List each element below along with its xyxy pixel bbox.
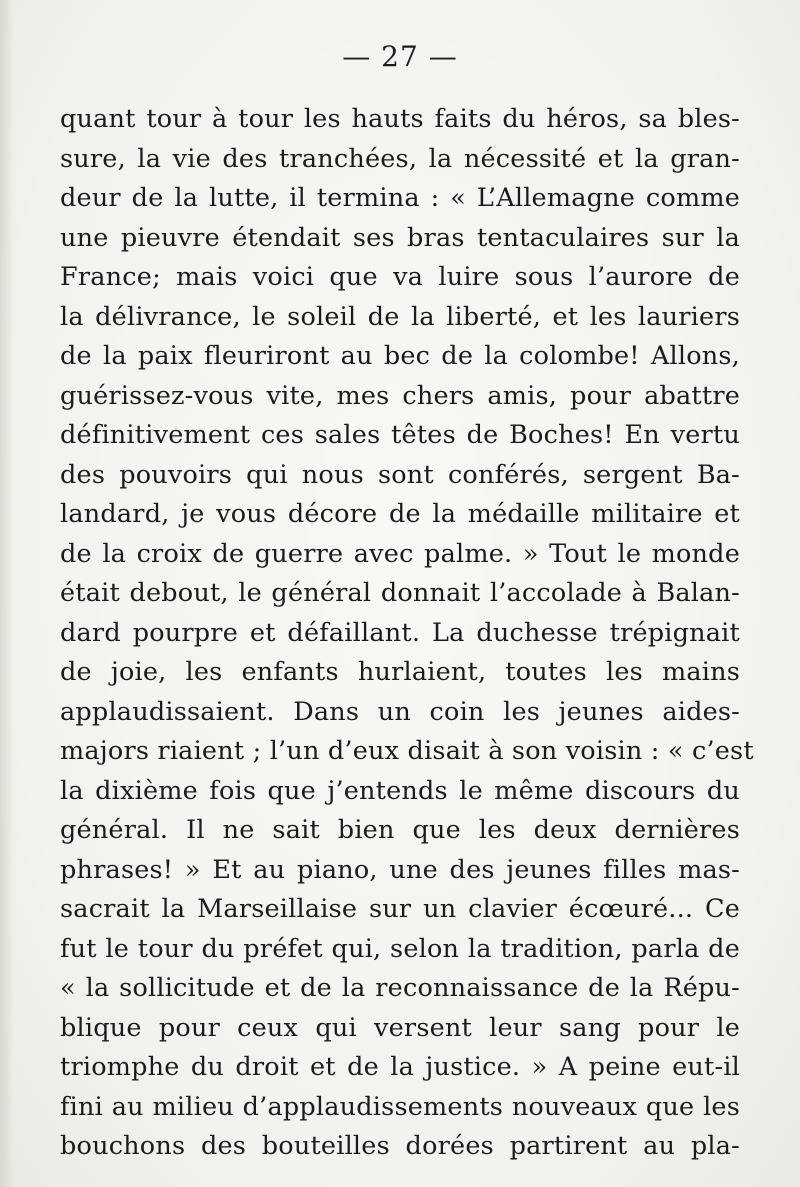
text-line: sure, la vie des tranchées, la nécessité et la gran- (60, 143, 740, 174)
text-line: de la croix de guerre avec palme. » Tout le monde (60, 538, 740, 569)
text-line: la délivrance, le soleil de la liberté, et les lauriers (60, 301, 740, 332)
text-line: de joie, les enfants hurlaient, toutes les mains (60, 657, 740, 687)
text-line: landard, je vous décore de la médaille militaire et (60, 499, 740, 529)
text-line: bouchons des bouteilles dorées partirent au pla- (60, 1131, 740, 1161)
text-line: quant tour à tour les hauts faits du héros, sa bles- (60, 104, 740, 134)
text-line: France; mais voici que va luire sous l’aurore de (60, 262, 740, 292)
gutter-shadow (0, 0, 14, 1187)
text-line: de la paix fleuriront au bec de la colombe! Allons, (60, 341, 740, 371)
text-line: général. Il ne sait bien que les deux dernières (60, 815, 740, 845)
text-line: était debout, le général donnait l’accolade à Balan- (60, 578, 740, 608)
text-line: des pouvoirs qui nous sont conférés, sergent Ba- (60, 459, 740, 490)
text-line: applaudissaient. Dans un coin les jeunes aides- (60, 696, 740, 727)
text-line: la dixième fois que j’entends le même discours du (60, 775, 740, 806)
text-line: phrases! » Et au piano, une des jeunes filles mas- (60, 854, 740, 885)
text-line: « la sollicitude et de la reconnaissance de la Répu- (60, 973, 740, 1003)
text-line: deur de la lutte, il termina : « L’Allemagne comme (60, 183, 740, 213)
text-line: triomphe du droit et de la justice. » A peine eut-il (60, 1052, 740, 1082)
text-line: une pieuvre étendait ses bras tentaculaires sur la (60, 222, 740, 253)
text-line: fut le tour du préfet qui, selon la tradition, parla de (60, 933, 740, 964)
text-line: majors riaient ; l’un d’eux disait à son voisin : « c’est (60, 736, 754, 766)
text-line: fini au milieu d’applaudissements nouveaux que les (60, 1091, 740, 1122)
body-text (60, 100, 754, 1167)
text-line: dard pourpre et défaillant. La duchesse trépignait (60, 617, 740, 648)
page-number: — 27 — (342, 40, 458, 73)
text-line: sacrait la Marseillaise sur un clavier écœuré... Ce (60, 894, 740, 924)
text-line: guérissez-vous vite, mes chers amis, pour abattre (60, 380, 740, 411)
text-line: définitivement ces sales têtes de Boches! En vertu (60, 420, 740, 450)
text-line: blique pour ceux qui versent leur sang pour le (60, 1012, 740, 1043)
